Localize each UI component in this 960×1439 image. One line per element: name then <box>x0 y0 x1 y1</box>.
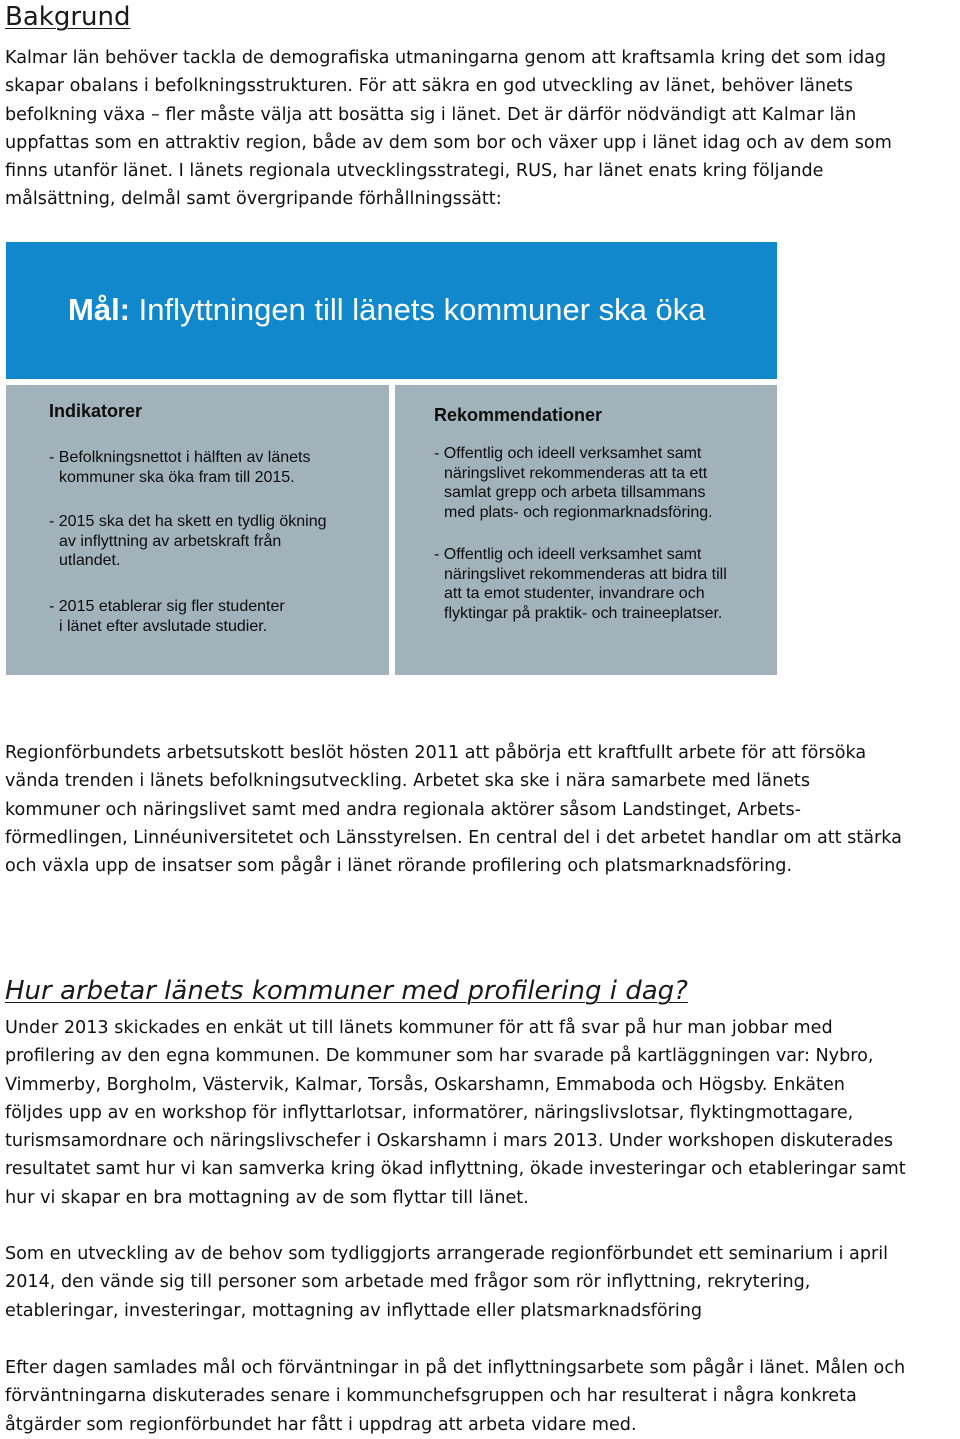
indicator-line: i länet efter avslutade studier. <box>59 617 268 635</box>
text-line: resultatet samt hur vi kan samverka kring ökad inflyttning, ökade investeringar och etableringar samt <box>5 1159 906 1180</box>
indicator-line: av inflyttning av arbetskraft från <box>59 532 282 550</box>
indicators-title: Indikatorer <box>49 401 143 421</box>
text-line: följdes upp av en workshop för inflyttarlotsar, informatörer, näringslivslotsar, flyktingmottagare, <box>5 1102 854 1123</box>
text-line: förväntningarna diskuterades senare i kommunchefsgruppen och har resulterat i några konkreta <box>5 1386 857 1407</box>
indicator-line: kommuner ska öka fram till 2015. <box>59 468 295 486</box>
text-line: åtgärder som regionförbundet har fått i uppdrag att arbeta vidare med. <box>5 1414 637 1435</box>
text-line: Efter dagen samlades mål och förväntningar in på det inflyttningsarbete som pågår i länet. Målen och <box>5 1358 906 1378</box>
survey-paragraph <box>5 1014 960 1212</box>
initiative-paragraph <box>5 739 960 880</box>
recommendation-line: att ta emot studenter, invandrare och <box>444 585 705 602</box>
recommendation-item <box>434 444 713 522</box>
indicator-line: - Befolkningsnettot i hälften av länets <box>49 449 311 466</box>
text-line: profilering av den egna kommunen. De kommuner som har svarade på kartläggningen var: Nybro, <box>5 1046 874 1067</box>
recommendation-line: samlat grepp och arbeta tillsammans <box>444 484 706 501</box>
text-line: hur vi skapar en bra mottagning av de som flyttar till länet. <box>5 1187 529 1208</box>
indicator-line: - 2015 ska det ha skett en tydlig ökning <box>49 513 327 530</box>
text-line: Kalmar län behöver tackla de demografiska utmaningarna genom att kraftsamla kring det som idag <box>5 48 887 68</box>
goal-graphic <box>6 242 777 675</box>
indicator-item <box>49 448 311 487</box>
goal-statement <box>68 290 706 330</box>
goal-banner <box>6 242 777 379</box>
recommendations-title: Rekommendationer <box>434 405 603 425</box>
background-paragraph <box>5 44 960 214</box>
text-line: förmedlingen, Linnéuniversitetet och Länsstyrelsen. En central del i det arbetet handlar om att stärka <box>5 827 902 848</box>
text-line: Regionförbundets arbetsutskott beslöt hösten 2011 att påbörja ett kraftfullt arbete för att försöka <box>5 743 867 763</box>
text-line: etableringar, investeringar, mottagning av inflyttade eller platsmarknadsföring <box>5 1300 703 1321</box>
text-line: skapar obalans i befolkningsstrukturen. För att säkra en god utveckling av länet, behöver länets <box>5 76 853 97</box>
text-line: och växla upp de insatser som pågår i länet rörande profilering och platsmarknadsföring. <box>5 856 793 877</box>
recommendation-item <box>434 545 727 623</box>
text-line: finns utanför länet. I länets regionala utvecklingsstrategi, RUS, har länet enats kring följande <box>5 161 824 182</box>
outcome-paragraph <box>5 1354 960 1439</box>
text-line: turismsamordnare och näringslivschefer i Oskarshamn i mars 2013. Under workshopen diskuterades <box>5 1131 894 1152</box>
recommendation-line: näringslivet rekommenderas att ta ett <box>444 464 708 482</box>
text-line: 2014, den vände sig till personer som arbetade med frågor som rör inflyttning, rekrytering, <box>5 1272 811 1293</box>
section-heading-profilering: Hur arbetar länets kommuner med profilering i dag? <box>5 976 688 1006</box>
text-line: kommuner och näringslivet samt med andra regionala aktörer såsom Landstinget, Arbets- <box>5 799 801 820</box>
text-line: Som en utveckling av de behov som tydliggjorts arrangerade regionförbundet ett seminarium i april <box>5 1244 888 1264</box>
indicator-item <box>49 597 285 636</box>
seminar-paragraph <box>5 1240 960 1325</box>
goal-label: Mål: <box>68 292 130 327</box>
text-line: vända trenden i länets befolkningsutveckling. Arbetet ska ske i nära samarbete med länets <box>5 771 810 792</box>
text-line: befolkning växa – fler måste välja att bosätta sig i länet. Det är därför nödvändigt att Kalmar län <box>5 104 857 125</box>
recommendations-panel <box>395 385 777 675</box>
recommendation-line: - Offentlig och ideell verksamhet samt <box>434 546 702 563</box>
indicators-panel <box>6 385 389 675</box>
indicator-line: - 2015 etablerar sig fler studenter <box>49 598 285 615</box>
section-heading-bakgrund: Bakgrund <box>5 2 131 32</box>
text-line: Vimmerby, Borgholm, Västervik, Kalmar, Torsås, Oskarshamn, Emmaboda och Högsby. Enkäten <box>5 1074 845 1095</box>
recommendation-line: - Offentlig och ideell verksamhet samt <box>434 445 702 462</box>
recommendation-line: näringslivet rekommenderas att bidra till <box>444 565 727 583</box>
recommendation-line: flyktingar på praktik- och traineeplatser. <box>444 604 723 622</box>
recommendation-line: med plats- och regionmarknadsföring. <box>444 503 713 521</box>
indicator-item <box>49 512 327 571</box>
text-line: målsättning, delmål samt övergripande förhållningssätt: <box>5 189 502 210</box>
indicator-line: utlandet. <box>59 552 121 569</box>
text-line: uppfattas som en attraktiv region, både av dem som bor och växer upp i länet idag och av dem som <box>5 132 892 153</box>
text-line: Under 2013 skickades en enkät ut till länets kommuner för att få svar på hur man jobbar med <box>5 1018 833 1038</box>
goal-text: Inflyttningen till länets kommuner ska öka <box>138 292 706 327</box>
